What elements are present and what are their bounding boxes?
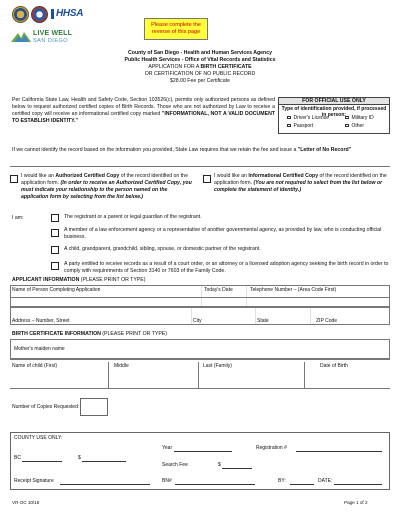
fee-text: $28.00 Fee per Certificate (170, 78, 230, 85)
letter-of-no-record-notice (12, 147, 392, 153)
informational-text-italic: (You are not required to select from the list below or complete the statement of identity.) (214, 180, 383, 194)
date-of-birth-label: Date of Birth (320, 363, 348, 369)
no-record-title: OR CERTIFICATION OF NO PUBLIC RECORD (144, 71, 256, 78)
id-option-passport[interactable] (287, 123, 313, 129)
divider (10, 359, 390, 360)
child-last-name-field[interactable] (200, 369, 304, 387)
divider (10, 166, 390, 167)
id-option-label: Driver's License (293, 115, 329, 121)
date-field[interactable] (334, 484, 382, 485)
divider (198, 362, 199, 388)
authorized-text-pre: I would like an (21, 173, 56, 179)
relationship-option-family: A child, grandparent, grandchild, sibling, spouse, or domestic partner of the registrant. (64, 246, 261, 252)
form-title (0, 50, 400, 85)
checkbox-icon (287, 124, 291, 128)
hhsa-logo: HHSA (56, 8, 84, 19)
divider (108, 362, 109, 388)
todays-date-label: Today's Date (204, 287, 233, 293)
office-title: Public Health Services - Office of Vital Records and Statistics (124, 57, 276, 64)
bc-amount-field[interactable] (82, 461, 126, 462)
copies-requested-label: Number of Copies Requested: (12, 404, 80, 410)
live-well-logo-subtext: SAN DIEGO (33, 38, 69, 44)
birth-heading-note: (PLEASE PRINT OR TYPE) (100, 331, 167, 337)
bc-field[interactable] (22, 461, 62, 462)
search-fee-dollar-label: $ (218, 462, 221, 468)
applicant-heading-text: APPLICANT INFORMATION (12, 277, 80, 283)
letter-bold-text: "Letter of No Record" (297, 147, 352, 153)
complete-reverse-notice (144, 18, 208, 40)
page-number: Page 1 of 2 (344, 500, 368, 505)
applicant-name-label: Name of Person Completing Application (12, 287, 101, 293)
checkbox-icon (345, 116, 349, 120)
birth-heading-text: BIRTH CERTIFICATE INFORMATION (12, 331, 101, 337)
official-use-subheading: Type of identification provided, if processed in person: (281, 106, 387, 118)
informational-copy-checkbox[interactable] (203, 175, 211, 183)
child-last-name-label: Last (Family) (203, 363, 232, 369)
applicant-info-heading (12, 277, 145, 283)
child-middle-name-label: Middle (114, 363, 129, 369)
by-field[interactable] (290, 484, 314, 485)
letter-text: If we cannot identify the record based on the information you provided, State Law requires that we retain the fee and issue a (12, 147, 298, 153)
form-id: VR OC 10/16 (12, 500, 40, 505)
authorized-copy-option (21, 173, 193, 201)
year-label: Year (162, 445, 173, 451)
application-title-prefix: APPLICATION FOR A (148, 64, 201, 71)
receipt-signature-label: Receipt Signature (14, 478, 54, 484)
city-label: City (193, 318, 202, 324)
year-field[interactable] (174, 451, 232, 452)
relationship-option-law-enforcement: A member of a law enforcement agency or a representative of another governmental agency, as provided by law, who is conducting official business. (64, 227, 382, 241)
agency-title: County of San Diego - Health and Human Services Agency (128, 50, 272, 56)
live-well-logo-text: LIVE WELL (33, 30, 73, 37)
informational-copy-option (214, 173, 390, 194)
id-option-other[interactable] (345, 123, 364, 129)
birth-info-heading (12, 331, 167, 337)
search-fee-field[interactable] (222, 468, 252, 469)
authorized-text-bold: Authorized Certified Copy (55, 173, 120, 179)
official-use-box (278, 97, 390, 134)
child-first-name-field[interactable] (10, 369, 108, 387)
registration-field[interactable] (296, 451, 382, 452)
official-use-heading: FOR OFFICIAL USE ONLY (279, 98, 389, 105)
divider (10, 297, 390, 298)
relationship-checkbox-family[interactable] (51, 246, 59, 254)
date-of-birth-field[interactable] (306, 369, 390, 387)
state-label: State (257, 318, 269, 324)
county-use-box (10, 432, 390, 490)
id-option-label: Passport (293, 123, 314, 129)
authorized-text-post: of the record identified on the application form. (21, 173, 188, 187)
search-fee-label: Search Fee (162, 462, 188, 468)
registration-label: Registration # (256, 445, 287, 451)
id-option-drivers-license[interactable] (287, 115, 329, 121)
mother-maiden-name-field[interactable] (11, 340, 389, 358)
id-option-label: Other (351, 123, 365, 129)
informational-text-bold: Informational Certified Copy (248, 173, 319, 179)
authorized-text-italic: (In order to receive an Authorized Certified Copy, you must indicate your relationship to the person named on the application form by selecting from the list below.) (21, 180, 192, 201)
intro-bold-text: "INFORMATIONAL, NOT A VALID DOCUMENT TO ESTABLISH IDENTITY." (12, 111, 275, 125)
id-option-military-id[interactable] (345, 115, 374, 121)
application-title-bold: BIRTH CERTIFICATE (200, 64, 252, 71)
divider (304, 362, 305, 388)
intro-text: Per California State Law, Health and Safety Code, Section 103526(c), permits only authorized persons as defined below to request authorized certified copies of Birth Records. Those who are not authorized by Law to receive a certified copy will receive an informational certified copy marked (12, 97, 275, 118)
phone-number-label: Telephone Number – (Area Code First) (250, 287, 337, 293)
county-seal-logo (12, 6, 29, 23)
receipt-signature-field[interactable] (60, 484, 150, 485)
hhsa-logo-bar (51, 9, 54, 19)
zip-code-label: ZIP Code (316, 318, 338, 324)
notice-line-2: reverse of this page (151, 29, 201, 36)
by-label: BY: (278, 478, 286, 484)
county-use-heading: COUNTY USE ONLY: (14, 435, 63, 441)
intro-paragraph (12, 97, 275, 125)
relationship-checkbox-court-order[interactable] (51, 262, 59, 270)
live-well-logo-icon (10, 30, 32, 44)
authorized-copy-checkbox[interactable] (10, 175, 18, 183)
id-option-label: Military ID (351, 115, 374, 121)
application-title (0, 64, 400, 71)
date-label: DATE: (318, 478, 333, 484)
copies-requested-field[interactable] (80, 398, 108, 416)
notice-line-1: Please complete the (151, 22, 201, 28)
divider (10, 388, 390, 389)
informational-text-post: of the record identified on the application form. (214, 173, 387, 187)
informational-text-pre: I would like an (214, 173, 249, 179)
relationship-checkbox-registrant[interactable] (51, 214, 59, 222)
relationship-option-court-order: A party entitled to receive records as a result of a court order, or an attorney or a licensed adoption agency seeking the birth record in order to comply with requirements of Section 3140 or 7603 of the Family Code. (64, 261, 389, 275)
i-am-label: I am: (12, 215, 24, 221)
address-label: Address – Number, Street (12, 318, 70, 324)
child-first-name-label: Name of child (First) (12, 363, 58, 369)
checkbox-icon (287, 116, 291, 120)
bn-field[interactable] (175, 484, 255, 485)
relationship-checkbox-law-enforcement[interactable] (51, 229, 59, 237)
bc-dollar-label: $ (78, 455, 81, 461)
child-middle-name-field[interactable] (110, 369, 198, 387)
mother-maiden-name-label: Mother's maiden name (14, 346, 65, 352)
checkbox-icon (345, 124, 349, 128)
relationship-option-registrant: The registrant or a parent or legal guardian of the registrant. (64, 214, 202, 220)
county-seal-logo-2 (31, 6, 48, 23)
bc-label: BC (14, 455, 21, 461)
bn-label: BN# (162, 478, 172, 484)
applicant-heading-note: (PLEASE PRINT OR TYPE) (79, 277, 146, 283)
